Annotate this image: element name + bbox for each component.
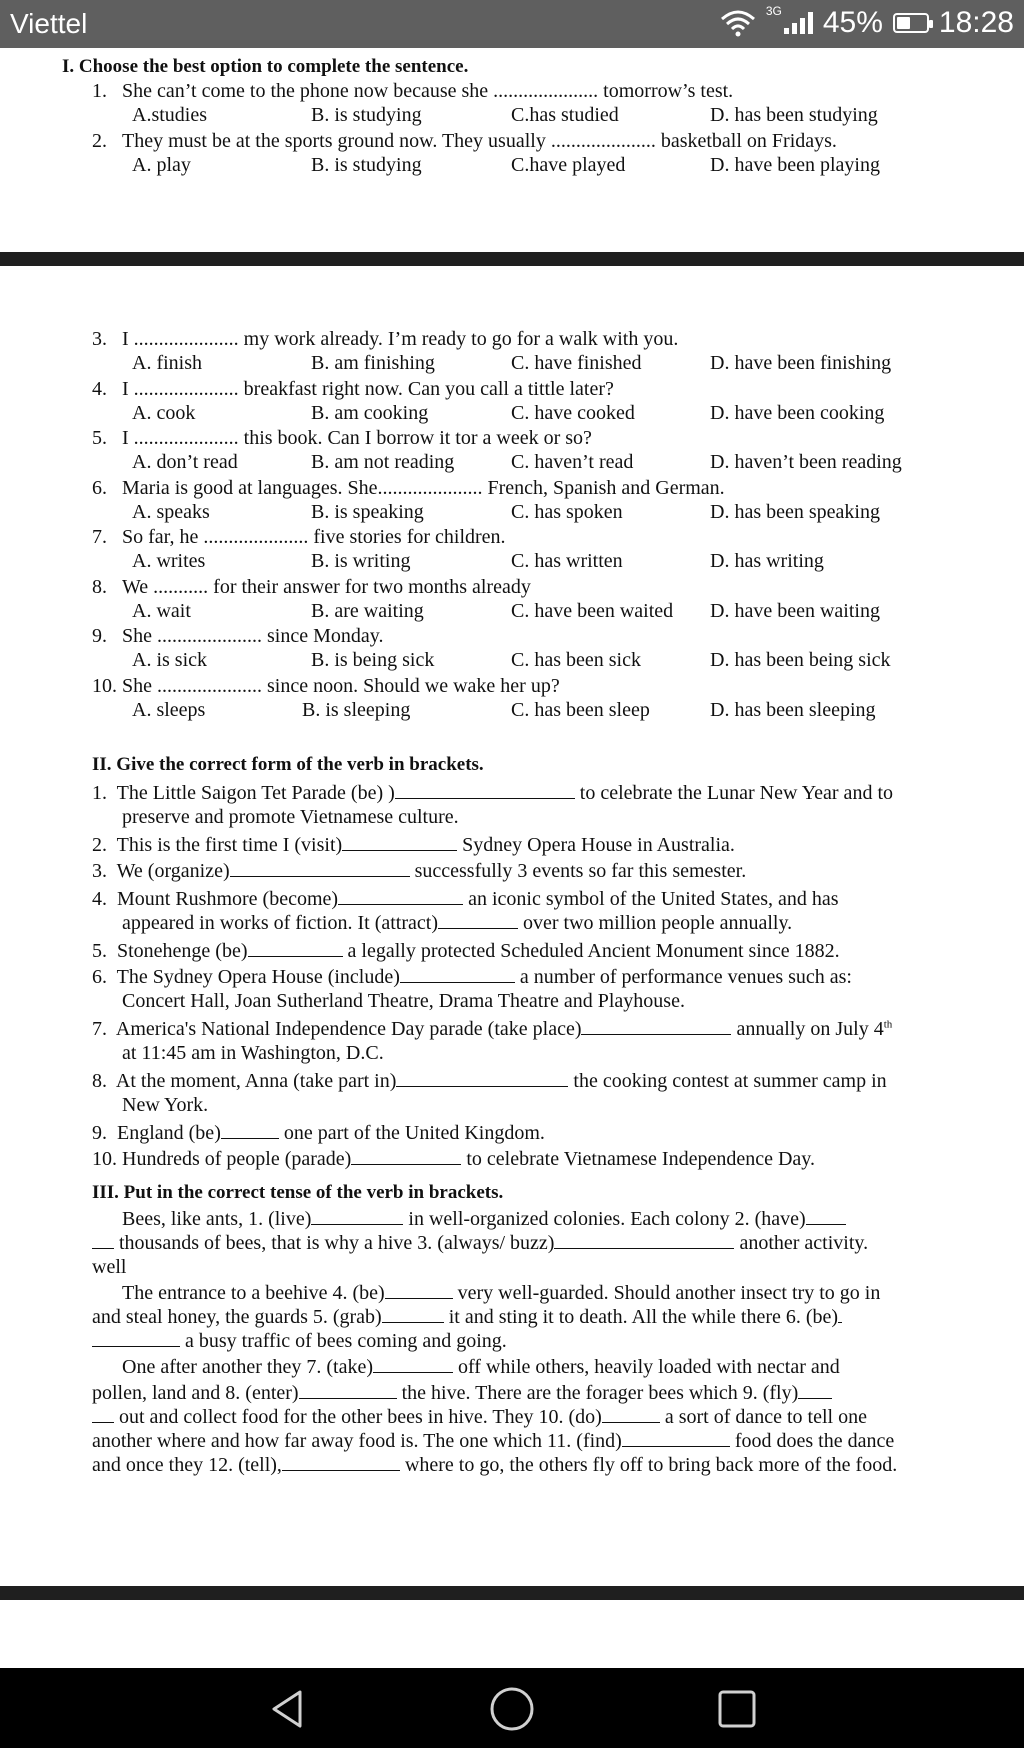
q4-option-b[interactable]: B. am cooking (311, 401, 429, 424)
navigation-bar (0, 1668, 1024, 1748)
signal-icon (784, 12, 813, 34)
q8-option-c[interactable]: C. have been waited (511, 599, 674, 622)
answer-blank[interactable] (299, 1382, 397, 1399)
q3-option-a[interactable]: A. finish (132, 352, 202, 374)
q5-option-c[interactable]: C. haven’t read (511, 451, 634, 473)
q7-option-d[interactable]: D. has writing (710, 550, 824, 572)
answer-blank[interactable] (92, 1330, 180, 1347)
q10-option-c[interactable]: C. has been sleep (511, 698, 650, 721)
q6-option-a[interactable]: A. speaks (132, 500, 210, 523)
carrier-label: Viettel (10, 8, 88, 39)
s3-line-10: another where and how far away food is. The one which 11. (find) food does the dance (92, 1430, 895, 1452)
q5-option-b[interactable]: B. am not reading (311, 451, 455, 473)
q8-option-a[interactable]: A. wait (132, 599, 191, 622)
q4-option-c[interactable]: C. have cooked (511, 401, 635, 424)
answer-blank[interactable] (230, 860, 410, 877)
clock: 18:28 (938, 6, 1014, 39)
s3-line-3: well (92, 1256, 127, 1278)
s3-line-2: thousands of bees, that is why a hive 3. (always/ buzz) another activity. (92, 1232, 868, 1255)
q9-option-b[interactable]: B. is being sick (311, 649, 435, 671)
s2-item-7: 7. America's National Independence Day parade (take place) annually on July 4th (92, 1018, 893, 1040)
s3-line-5: and steal honey, the guards 5. (grab) it and sting it to death. All the while there 6. (be) (92, 1306, 842, 1329)
answer-blank[interactable] (338, 888, 463, 905)
q1-option-d[interactable]: D. has been studying (710, 104, 878, 126)
s3-line-8: pollen, land and 8. (enter) the hive. There are the forager bees which 9. (fly) (92, 1382, 832, 1405)
q8-option-b[interactable]: B. are waiting (311, 599, 424, 622)
s3-line-9: out and collect food for the other bees in hive. They 10. (do) a sort of dance to tell one (92, 1406, 867, 1429)
answer-blank[interactable] (838, 1306, 842, 1323)
q2-option-a[interactable]: A. play (132, 154, 191, 176)
s2-item-2: 2. This is the first time I (visit) Sydney Opera House in Australia. (92, 834, 735, 856)
q2-option-c[interactable]: C.have played (511, 154, 626, 176)
status-bar (0, 0, 1024, 48)
s3-line-1: Bees, like ants, 1. (live) in well-organized colonies. Each colony 2. (have) (122, 1208, 846, 1231)
q9-option-a[interactable]: A. is sick (132, 649, 207, 671)
answer-blank[interactable] (373, 1356, 453, 1373)
s3-line-7: One after another they 7. (take) off while others, heavily loaded with nectar and (122, 1356, 840, 1378)
document-page-2: 3. I ..................... my work already. I’m ready to go for a walk with you. A. finish B. am finishing C. have finished D. have been finishing 4. I ..................... breakfast right now. Can you call a tittle later? A. cook B. am cooking C. have cooked D. have been cooking 5. I ..................... this book. Can I borrow it tor a week or so? A. don’t read B. am not reading C. haven’t read D. haven’t been reading 6. Maria is good at languages. She..................... French, Spanish and German. A. speaks B. is speaking C. has spoken D. has been speaking 7. So far, he ..................... five stories for children. A. writes B. is writing C. has written D. has writing 8. We ........... for their answer for two months already A. wait B. are waiting C. have been waited D. have been waiting 9. She ..................... since Monday. A. is sick B. is being sick C. has been sick D. has been being sick 10. She ..................... since noon. Should we wake her up? A. sleeps B. is sleeping C. has been sleep D. has been sleeping II. Give the correct form of the verb in brackets. 1. The Little Saigon Tet Parade (be) ) to celebrate the Lunar New Year and to preserve and promote Vietnamese culture. 2. This is the first time I (visit) Sydney Opera House in Australia. 3. We (organize) successfully 3 events so far this semester. 4. Mount Rushmore (become) an iconic symbol of the United States, and has appeared in works of fiction. It (attract) over two million people annually. 5. Stonehenge (be) a legally protected Scheduled Ancient Monument since 1882. 6. The Sydney Opera House (include) a number of performance venues such as: Concert Hall, Joan Sutherland Theatre, Drama Theatre and Playhouse. 7. America's National Independence Day parade (take place) annually on July 4th at 11:45 am in Washington, D.C. 8. At the moment, Anna (take part in) the cooking contest at summer camp in New York. 9. England (be) one part of the United Kingdom. 10. Hundreds of people (parade) to celebrate Vietnamese Independence Day. III. Put in the correct tense of the verb in brackets. Bees, like ants, 1. (live) in well-organized colonies. Each colony 2. (have) thousands of bees, that is why a hive 3. (always/ buzz) another activity. well The entrance to a beehive 4. (be) very well-guarded. Should another insect try to go in and steal honey, the guards 5. (grab) it and sting it to death. All the while there 6. (be) a busy traffic of bees coming and going. One after another they 7. (take) off while others, heavily loaded with nectar and pollen, land and 8. (enter) the hive. There are the forager bees which 9. (fly) out and collect food for the other bees in hive. They 10. (do) a sort of dance to tell one another where and how far away food is. The one which 11. (find) food does the dance and once they 12. (tell), where to go, the others fly off to bring back more of the food. (0, 266, 1024, 1586)
s2-item-8: 8. At the moment, Anna (take part in) the cooking contest at summer camp in (92, 1070, 887, 1092)
q4-option-a[interactable]: A. cook (132, 401, 196, 424)
q10-option-a[interactable]: A. sleeps (132, 698, 206, 721)
s3-line-4: The entrance to a beehive 4. (be) very well-guarded. Should another insect try to go in (122, 1282, 881, 1304)
answer-blank[interactable] (622, 1430, 730, 1447)
answer-blank[interactable] (351, 1148, 461, 1165)
s2-item-3: 3. We (organize) successfully 3 events so far this semester. (92, 860, 747, 882)
s2-item-10: 10. Hundreds of people (parade) to celebrate Vietnamese Independence Day. (92, 1148, 815, 1170)
q5-option-d[interactable]: D. haven’t been reading (710, 451, 902, 473)
q6-option-b[interactable]: B. is speaking (311, 500, 424, 523)
q1-option-b[interactable]: B. is studying (311, 104, 422, 126)
answer-blank[interactable] (395, 782, 575, 799)
section-2-title: II. Give the correct form of the verb in brackets. (92, 754, 484, 775)
s2-item-6: 6. The Sydney Opera House (include) a number of performance venues such as: (92, 966, 852, 988)
s2-item-1-cont: preserve and promote Vietnamese culture. (122, 806, 459, 828)
back-icon[interactable] (262, 1684, 312, 1734)
answer-blank[interactable] (221, 1122, 279, 1139)
s2-item-8-cont: New York. (122, 1094, 209, 1116)
q3-option-d[interactable]: D. have been finishing (710, 352, 892, 374)
q2-option-d[interactable]: D. have been playing (710, 154, 880, 176)
answer-blank[interactable] (382, 1306, 444, 1323)
network-type: 3G (765, 4, 782, 18)
answer-blank[interactable] (248, 940, 343, 957)
battery-fill (897, 17, 910, 29)
s3-line-6: a busy traffic of bees coming and going. (92, 1330, 507, 1353)
recents-icon[interactable] (712, 1684, 762, 1734)
q1-option-a[interactable]: A.studies (132, 104, 207, 126)
document-page-3 (0, 1600, 1024, 1668)
document-page-1: I. Choose the best option to complete the sentence. 1. She can’t come to the phone now because she ..................... tomorrow’s test. A.studies B. is studying C.has studied D. has been studying 2. They must be at the sports ground now. They usually ..................... basketball on Fridays. A. play B. is studying C.have played D. have been playing (0, 48, 1024, 252)
q1-option-c[interactable]: C.has studied (511, 104, 619, 126)
q8-option-d[interactable]: D. have been waiting (710, 599, 880, 622)
answer-blank[interactable] (311, 1208, 403, 1225)
s2-item-4-cont: appeared in works of fiction. It (attract) over two million people annually. (122, 912, 793, 934)
answer-blank[interactable] (806, 1208, 846, 1225)
q5-option-a[interactable]: A. don’t read (132, 451, 238, 473)
answer-blank[interactable] (92, 1232, 114, 1249)
q10-option-b[interactable]: B. is sleeping (302, 698, 411, 721)
s3-line-11: and once they 12. (tell), where to go, the others fly off to bring back more of the food. (92, 1454, 898, 1476)
q7-option-c[interactable]: C. has written (511, 550, 623, 572)
q7-option-b[interactable]: B. is writing (311, 550, 411, 572)
answer-blank[interactable] (554, 1232, 734, 1249)
answer-blank[interactable] (581, 1018, 731, 1035)
q7-option-a[interactable]: A. writes (132, 550, 206, 572)
s2-item-6-cont: Concert Hall, Joan Sutherland Theatre, Drama Theatre and Playhouse. (122, 990, 685, 1012)
q10-option-d[interactable]: D. has been sleeping (710, 698, 876, 721)
answer-blank[interactable] (92, 1406, 114, 1423)
s2-item-4: 4. Mount Rushmore (become) an iconic symbol of the United States, and has (92, 888, 839, 910)
q9-option-c[interactable]: C. has been sick (511, 649, 641, 671)
answer-blank[interactable] (400, 966, 515, 983)
q4-option-d[interactable]: D. have been cooking (710, 401, 885, 424)
answer-blank[interactable] (385, 1282, 453, 1299)
q9-option-d[interactable]: D. has been being sick (710, 649, 891, 671)
answer-blank[interactable] (602, 1406, 660, 1423)
answer-blank[interactable] (798, 1382, 832, 1399)
battery-percent: 45% (822, 6, 883, 39)
section-3-title: III. Put in the correct tense of the verb in brackets. (92, 1182, 504, 1203)
home-icon[interactable] (487, 1684, 537, 1734)
q3-option-b[interactable]: B. am finishing (311, 352, 435, 374)
s2-item-1: 1. The Little Saigon Tet Parade (be) ) to celebrate the Lunar New Year and to (92, 782, 893, 804)
s2-item-7-cont: at 11:45 am in Washington, D.C. (122, 1042, 384, 1064)
battery-icon (893, 13, 929, 33)
answer-blank[interactable] (438, 912, 518, 929)
wifi-icon (720, 9, 756, 37)
q2-option-b[interactable]: B. is studying (311, 154, 422, 176)
q6-option-d[interactable]: D. has been speaking (710, 500, 880, 523)
q6-option-c[interactable]: C. has spoken (511, 500, 623, 523)
answer-blank[interactable] (282, 1454, 400, 1471)
answer-blank[interactable] (342, 834, 457, 851)
s2-item-9: 9. England (be) one part of the United Kingdom. (92, 1122, 545, 1144)
q3-option-c[interactable]: C. have finished (511, 352, 642, 374)
answer-blank[interactable] (396, 1070, 568, 1087)
s2-item-5: 5. Stonehenge (be) a legally protected Scheduled Ancient Monument since 1882. (92, 940, 840, 962)
section-1-title: I. Choose the best option to complete the sentence. (62, 56, 469, 77)
